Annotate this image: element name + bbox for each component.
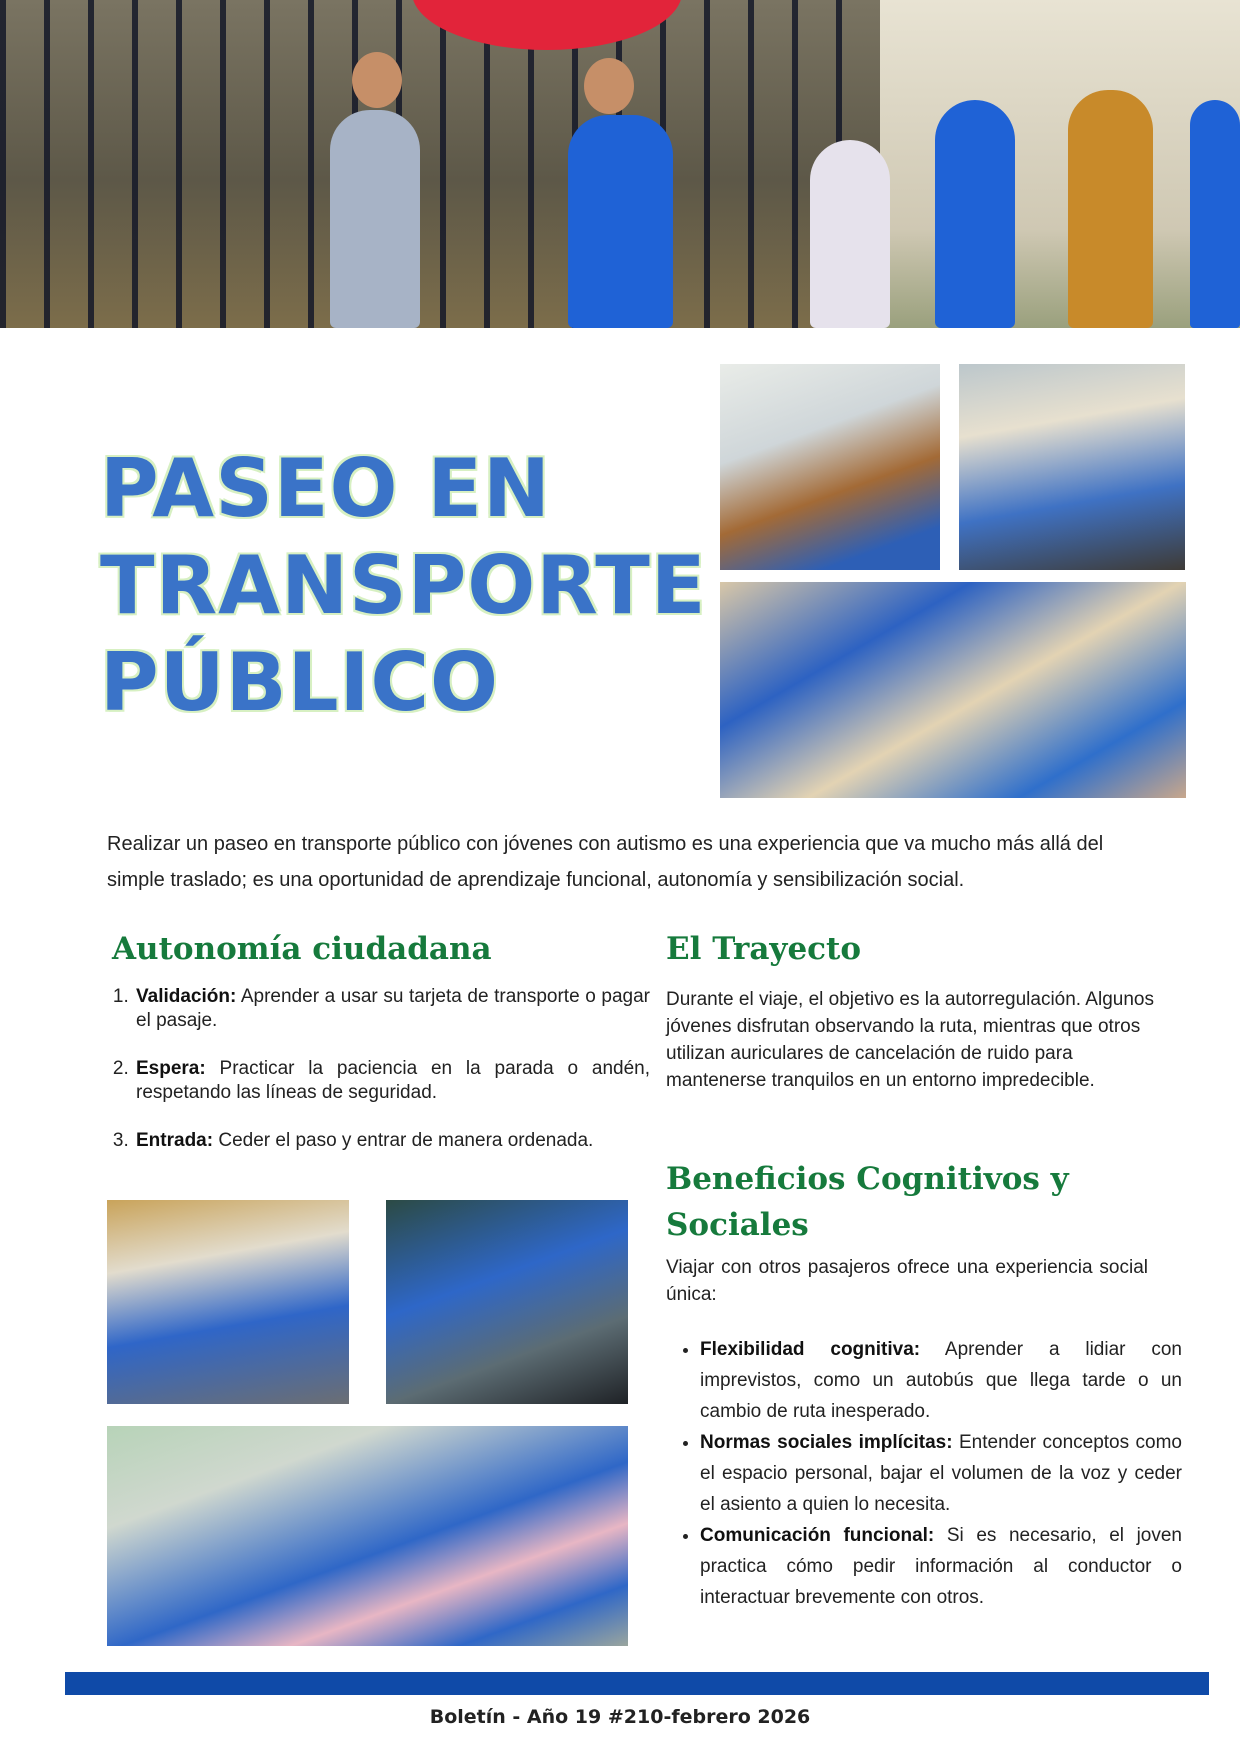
item-label: Flexibilidad cognitiva: (700, 1339, 921, 1360)
list-item (700, 1334, 1182, 1427)
list-item (134, 1057, 650, 1105)
person-figure (568, 115, 673, 328)
person-figure (1190, 100, 1240, 328)
person-head (584, 58, 634, 114)
person-figure (810, 140, 890, 328)
beneficios-list (666, 1334, 1182, 1613)
item-text: Practicar la paciencia en la parada o andén, respetando las líneas de seguridad. (136, 1058, 650, 1103)
photo-station (959, 364, 1185, 570)
photo-group-station (107, 1426, 628, 1646)
title-line: PASEO EN (100, 442, 551, 535)
list-item (700, 1427, 1182, 1520)
intro-paragraph: Realizar un paseo en transporte público con jóvenes con autismo es una experiencia que va mucho más allá del simple traslado; es una oportunidad de aprendizaje funcional, autonomía y sensibilización social. (107, 833, 1104, 891)
item-text: Ceder el paso y entrar de manera ordenada. (213, 1130, 594, 1151)
item-label: Espera: (136, 1058, 206, 1079)
person-figure (1068, 90, 1153, 328)
building-wall (880, 0, 1240, 328)
photo-kiosk (720, 364, 940, 570)
person-head (352, 52, 402, 108)
item-label: Validación: (136, 986, 237, 1007)
list-item (134, 985, 650, 1033)
hero-photo (0, 0, 1240, 328)
footer-text: Boletín - Año 19 #210-febrero 2026 (429, 1706, 811, 1728)
trayecto-paragraph: Durante el viaje, el objetivo es la autorregulación. Algunos jóvenes disfrutan observando la ruta, mientras que otros utilizan auriculares de cancelación de ruido para mantenerse tranquilos en un entorno impredecible. (666, 989, 1154, 1091)
item-label: Comunicación funcional: (700, 1525, 935, 1546)
item-text: Si es necesario, el joven practica cómo pedir información al conductor o interactuar brevemente con otros. (700, 1525, 1183, 1608)
autonomia-list (112, 985, 650, 1177)
umbrella (412, 0, 682, 50)
photo-restaurant (720, 582, 1186, 798)
footer-bar (65, 1672, 1209, 1695)
title-line: PÚBLICO (100, 636, 500, 729)
item-text: Aprender a lidiar con imprevistos, como un autobús que llega tarde o un cambio de ruta inesperado. (700, 1339, 1182, 1422)
photo-metro-car (386, 1200, 628, 1404)
person-figure (330, 110, 420, 328)
heading-trayecto: El Trayecto (666, 931, 862, 967)
item-text: Aprender a usar su tarjeta de transporte o pagar el pasaje. (136, 986, 650, 1031)
page-title (100, 440, 707, 731)
item-label: Normas sociales implícitas: (700, 1432, 953, 1453)
item-label: Entrada: (136, 1130, 214, 1151)
beneficios-intro: Viajar con otros pasajeros ofrece una experiencia social única: (666, 1257, 1148, 1305)
person-figure (935, 100, 1015, 328)
list-item (700, 1520, 1182, 1613)
photo-food-court (107, 1200, 349, 1404)
heading-autonomia: Autonomía ciudadana (112, 931, 492, 967)
list-item (134, 1129, 650, 1153)
title-line: TRANSPORTE (100, 539, 707, 632)
heading-beneficios: Beneficios Cognitivos y Sociales (666, 1161, 1069, 1243)
item-text: Entender conceptos como el espacio personal, bajar el volumen de la voz y ceder el asiento a quien lo necesita. (700, 1432, 1182, 1515)
